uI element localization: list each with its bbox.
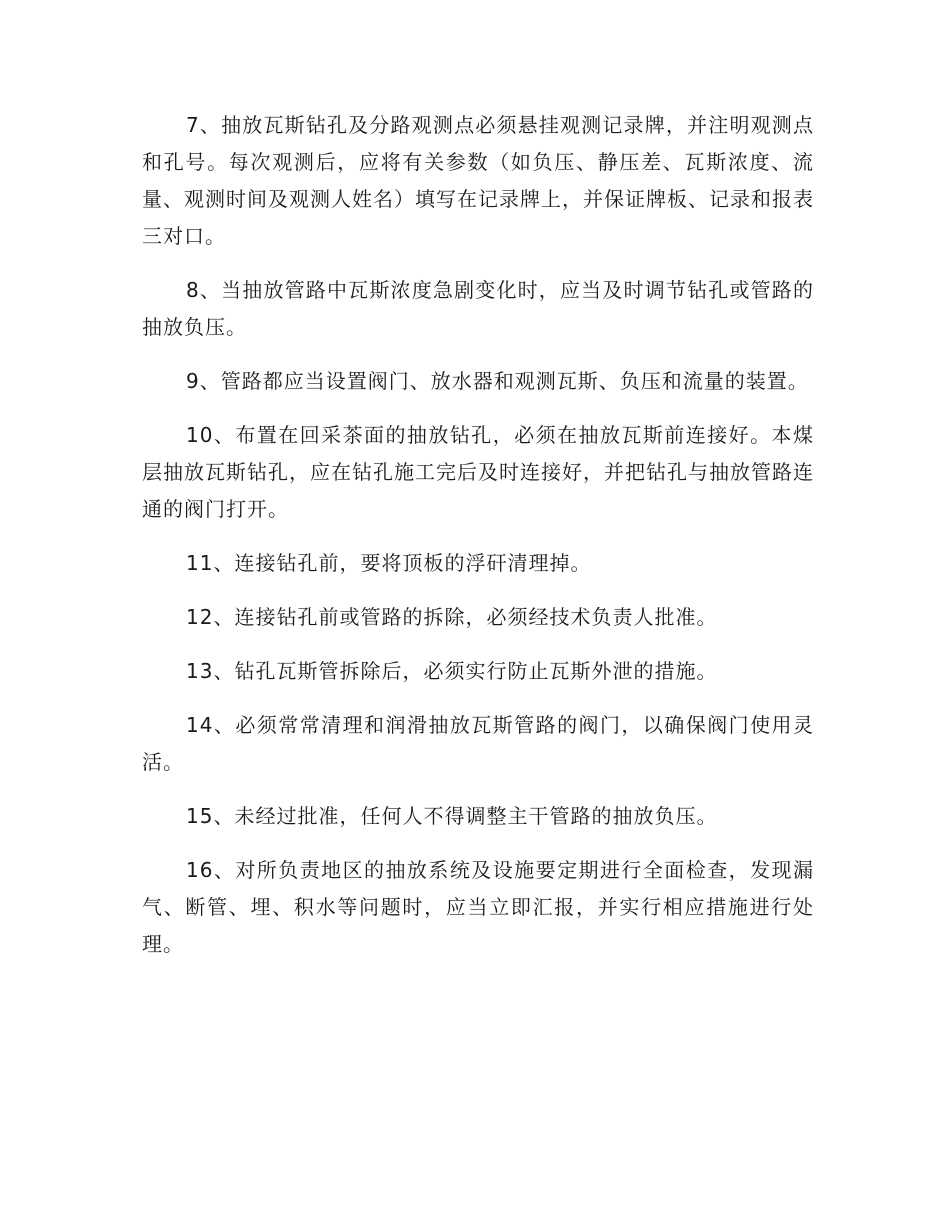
paragraph-14: 14、必须常常清理和润滑抽放瓦斯管路的阀门，以确保阀门使用灵活。	[142, 713, 814, 774]
paragraph-8: 8、当抽放管路中瓦斯浓度急剧变化时，应当及时调节钻孔或管路的抽放负压。	[142, 278, 814, 339]
paragraph-9: 9、管路都应当设置阀门、放水器和观测瓦斯、负压和流量的装置。	[186, 369, 809, 393]
paragraph-13: 13、钻孔瓦斯管拆除后，必须实行防止瓦斯外泄的措施。	[186, 659, 718, 683]
paragraph-16: 16、对所负责地区的抽放系统及设施要定期进行全面检查，发现漏气、断管、埋、积水等问题时，应当立即汇报，并实行相应措施进行处理。	[142, 858, 814, 956]
paragraph-15: 15、未经过批准，任何人不得调整主干管路的抽放负压。	[186, 804, 718, 828]
paragraph-11: 11、连接钻孔前，要将顶板的浮矸清理掉。	[186, 551, 592, 575]
document-page	[142, 107, 814, 980]
paragraph-7: 7、抽放瓦斯钻孔及分路观测点必须悬挂观测记录牌，并注明观测点和孔号。每次观测后，应将有关参数（如负压、静压差、瓦斯浓度、流量、观测时间及观测人姓名）填写在记录牌上，并保证牌板、记录和报表三对口。	[142, 113, 814, 248]
paragraph-10: 10、布置在回采茶面的抽放钻孔，必须在抽放瓦斯前连接好。本煤层抽放瓦斯钻孔，应在钻孔施工完后及时连接好，并把钻孔与抽放管路连通的阀门打开。	[142, 423, 814, 521]
paragraph-12: 12、连接钻孔前或管路的拆除，必须经技术负责人批准。	[186, 605, 718, 629]
